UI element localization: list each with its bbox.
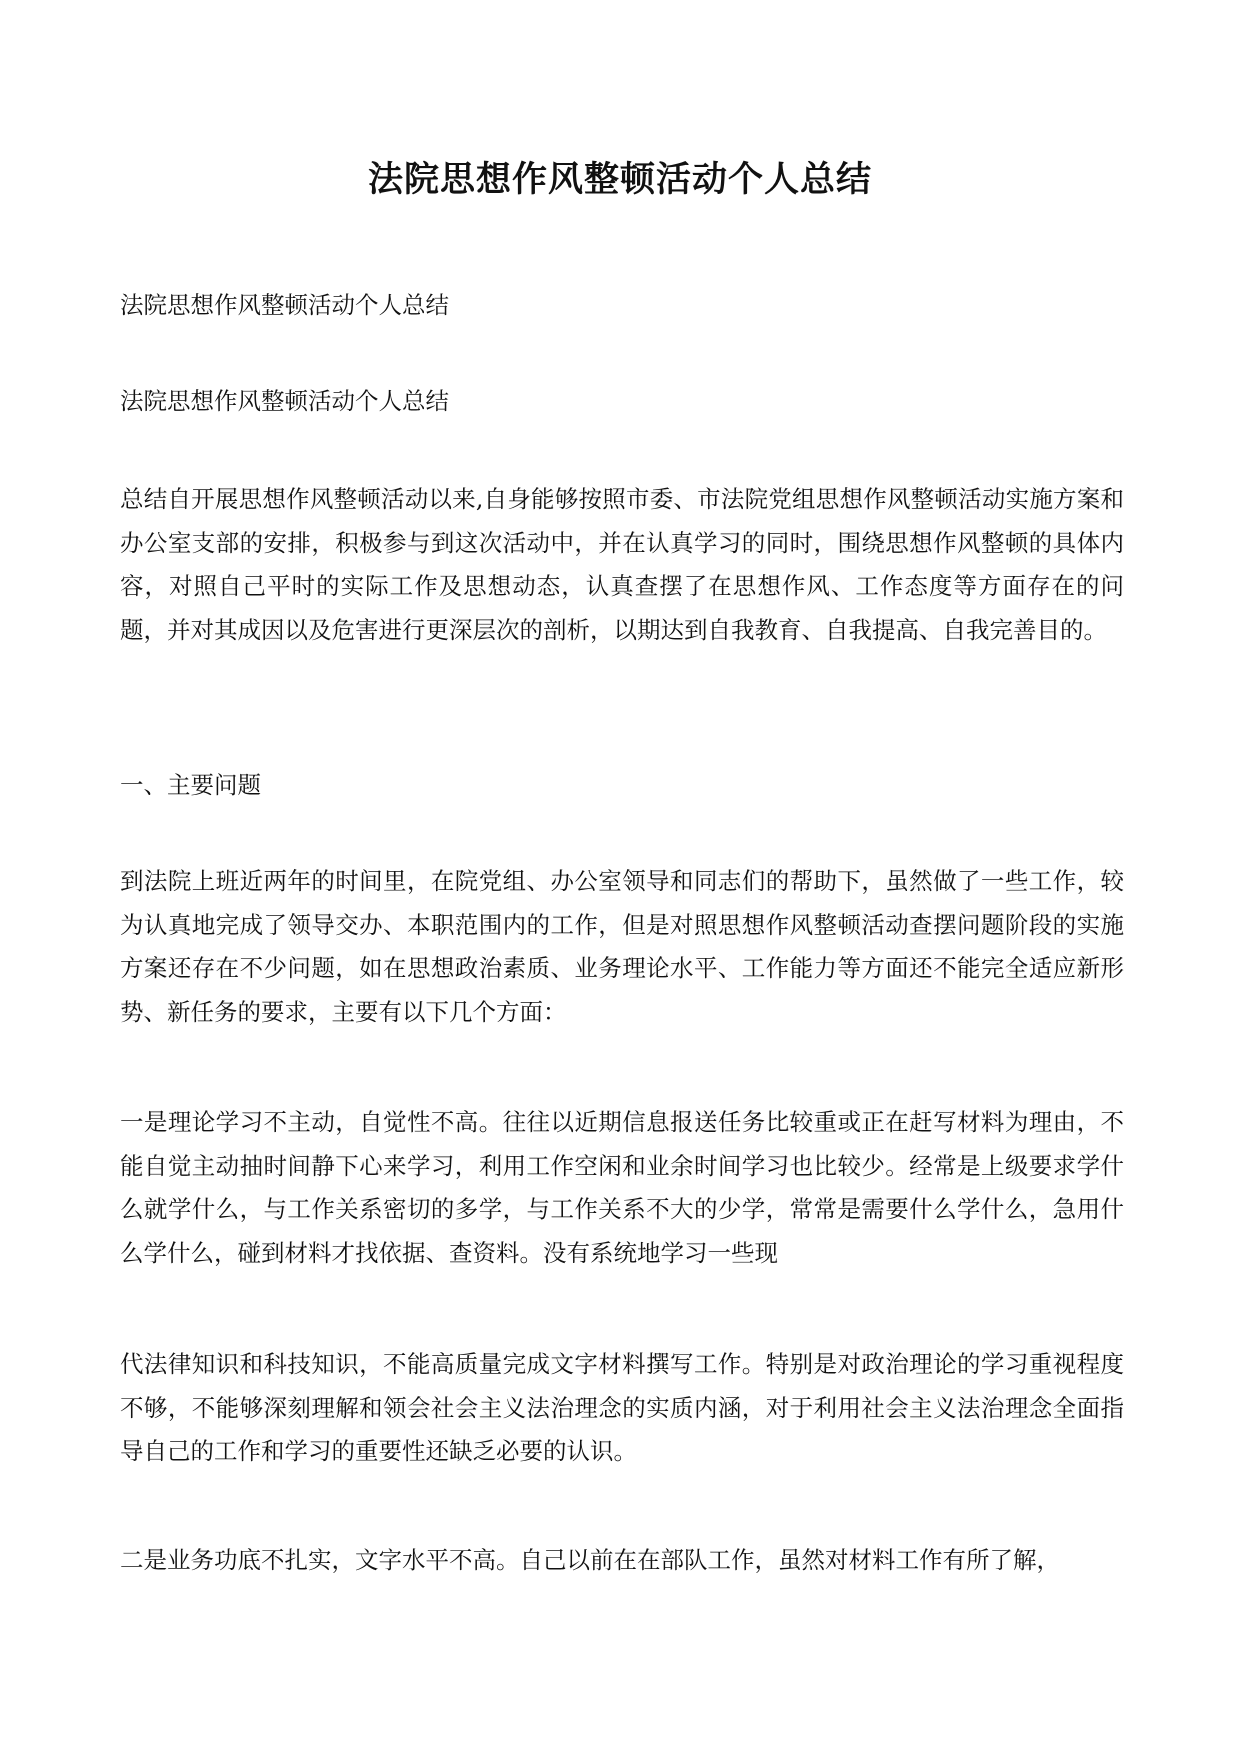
subtitle-paragraph: 法院思想作风整顿活动个人总结: [120, 387, 449, 415]
body-paragraph: 二是业务功底不扎实，文字水平不高。自己以前在在部队工作，虽然对材料工作有所了解，: [120, 1546, 1060, 1574]
body-paragraph: 代法律知识和科技知识，不能高质量完成文字材料撰写工作。特别是对政治理论的学习重视程度不够，不能够深刻理解和领会社会主义法治理念的实质内涵，对于利用社会主义法治理念全面指导自己的工作和学习的重要性还缺乏必要的认识。: [120, 1350, 1124, 1465]
intro-paragraph: 总结自开展思想作风整顿活动以来,自身能够按照市委、市法院党组思想作风整顿活动实施方案和办公室支部的安排，积极参与到这次活动中，并在认真学习的同时，围绕思想作风整顿的具体内容，对照自己平时的实际工作及思想动态，认真查摆了在思想作风、工作态度等方面存在的问题，并对其成因以及危害进行更深层次的剖析，以期达到自我教育、自我提高、自我完善目的。: [120, 485, 1124, 644]
section-heading: 一、主要问题: [120, 771, 261, 799]
document-title: 法院思想作风整顿活动个人总结: [367, 159, 872, 200]
subtitle-paragraph: 法院思想作风整顿活动个人总结: [120, 291, 449, 319]
body-paragraph: 一是理论学习不主动，自觉性不高。往往以近期信息报送任务比较重或正在赶写材料为理由，不能自觉主动抽时间静下心来学习，利用工作空闲和业余时间学习也比较少。经常是上级要求学什么就学什么，与工作关系密切的多学，与工作关系不大的少学，常常是需要什么学什么，急用什么学什么，碰到材料才找依据、查资料。没有系统地学习一些现: [120, 1108, 1124, 1267]
body-paragraph: 到法院上班近两年的时间里，在院党组、办公室领导和同志们的帮助下，虽然做了一些工作，较为认真地完成了领导交办、本职范围内的工作，但是对照思想作风整顿活动查摆问题阶段的实施方案还存在不少问题，如在思想政治素质、业务理论水平、工作能力等方面还不能完全适应新形势、新任务的要求，主要有以下几个方面：: [120, 867, 1124, 1026]
